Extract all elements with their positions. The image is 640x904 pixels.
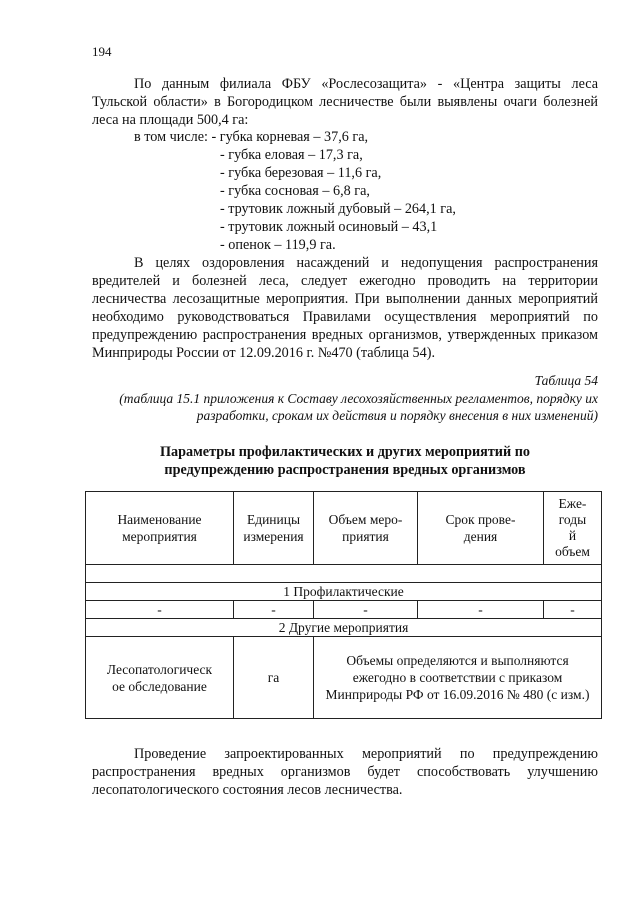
table-cell: Лесопатологическ ое обследование [86,637,234,719]
empty-cell [86,565,602,583]
table-cell: Объемы определяются и выполняются ежегодно в соответствии с приказом Минприроды РФ от 16.09.2016 № 480 (с изм.) [314,637,602,719]
list-item: - трутовик ложный осиновый – 43,1 [220,219,438,235]
list-item: - трутовик ложный дубовый – 264,1 га, [220,201,456,217]
table-cell: - [314,601,418,619]
intro-text: По данным филиала ФБУ «Рослесозащита» - «Центра защиты леса Тульской области» в Богородицком лесничестве были выявлены очаги болезней леса на площади 500,4 га: [92,76,598,128]
header-cell: Наименование мероприятия [86,492,234,565]
measures-text: В целях оздоровления насаждений и недопущения распространения вредителей и болезней леса, следует ежегодно проводить на территории лесничества лесозащитные мероприятия. При выполнении данных мероприятий необходимо руководствоваться Правилами осуществления мероприятий по предупреждению распространения вредных организмов, утвержденных приказом Минприроды России от 12.09.2016 г. №470 (таблица 54). [92,255,598,361]
table-cell: - [418,601,544,619]
measures-paragraph [92,254,598,362]
list-item: - губка еловая – 17,3 га, [220,147,363,163]
table-reference: (таблица 15.1 приложения к Составу лесохозяйственных регламентов, порядку их разработки, срокам их действия и порядку внесения в них изменений) [119,391,598,423]
table-cell: - [544,601,602,619]
table-section-row [86,583,602,601]
table-label: Таблица 54 [534,373,598,388]
conclusion-text: Проведение запроектированных мероприятий по предупреждению распространения вредных организмов будет способствовать улучшению лесопатологического состояния лесов лесничества. [92,746,598,798]
table-row [86,637,602,719]
conclusion-paragraph [92,745,598,799]
list-item: - губка березовая – 11,6 га, [220,165,382,181]
table-cell: - [234,601,314,619]
table-empty-row [86,565,602,583]
list-first-line [134,128,368,146]
section-cell: 1 Профилактические [86,583,602,601]
table-cell: - [86,601,234,619]
table-title-line-1: Параметры профилактических и других мероприятий по [160,444,530,460]
table-cell: га [234,637,314,719]
header-cell: Еже- годы й объем [544,492,602,565]
page-number: 194 [92,44,112,59]
measures-table [85,491,602,719]
intro-paragraph [92,75,598,129]
list-prefix: в том числе: [134,129,208,145]
header-cell: Единицы измерения [234,492,314,565]
table-title-line-2: предупреждению распространения вредных организмов [164,462,526,478]
header-cell: Объем меро- приятия [314,492,418,565]
list-item: - губка сосновая – 6,8 га, [220,183,370,199]
header-cell: Срок прове- дения [418,492,544,565]
table-section-row [86,619,602,637]
list-item: - опенок – 119,9 га. [220,237,336,253]
table-header-row [86,492,602,565]
table-row [86,601,602,619]
section-cell: 2 Другие мероприятия [86,619,602,637]
list-item: - губка корневая – 37,6 га, [211,129,369,145]
